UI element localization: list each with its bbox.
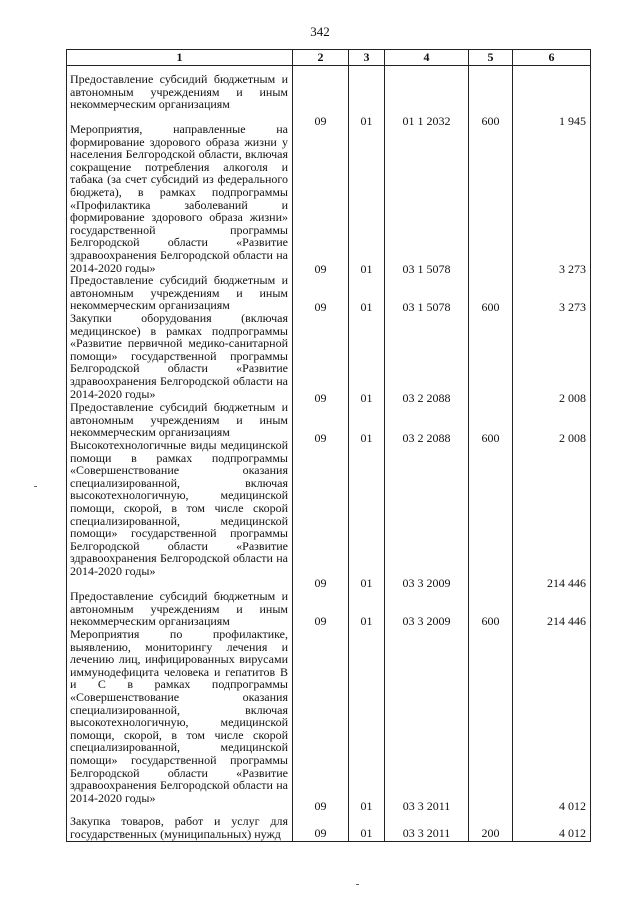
table-body <box>67 66 591 842</box>
row-c4: 03 2 2088 <box>402 431 451 445</box>
row-c3: 01 <box>360 114 373 128</box>
row-c2: 09 <box>314 576 327 590</box>
row-name: Предоставление субсидий бюджетным и автономным учреждениям и иным некоммерческим организациям <box>70 273 288 313</box>
row-c3: 01 <box>360 576 373 590</box>
row-c5: 200 <box>481 826 500 840</box>
row-name: Предоставление субсидий бюджетным и автономным учреждениям и иным некоммерческим организациям <box>70 72 288 112</box>
row-c6: 2 008 <box>559 431 586 445</box>
row-c5: 600 <box>481 614 500 628</box>
row-c5: 600 <box>481 431 500 445</box>
col-3-cell <box>349 66 385 842</box>
row-c6: 3 273 <box>559 262 586 276</box>
table-header-row <box>67 50 591 66</box>
row-c6: 1 945 <box>559 114 586 128</box>
row-c2: 09 <box>314 614 327 628</box>
header-col-5: 5 <box>469 50 513 66</box>
row-c4: 03 3 2009 <box>402 614 451 628</box>
col-5-cell <box>469 66 513 842</box>
row-c2: 09 <box>314 262 327 276</box>
row-name: Предоставление субсидий бюджетным и автономным учреждениям и иным некоммерческим организациям <box>70 400 288 440</box>
row-c2: 09 <box>314 391 327 405</box>
col-6-cell <box>513 66 591 842</box>
row-c2: 09 <box>314 799 327 813</box>
row-name: Закупка товаров, работ и услуг для государственных (муниципальных) нужд <box>70 814 288 841</box>
row-name: Мероприятия по профилактике, выявлению, мониторингу лечения и лечению лиц, инфицированных вирусами иммунодефицита человека и гепатитов В и С в рамках подпрограммы «Совершенствование оказания специализированной, включая высокотехнологичную, медицинской помощи, скорой, в том числе скорой специализированной, медицинской помощи» государственной программы Белгородской области «Развитие здравоохранения Белгородской области на 2014-2020 годы» <box>70 627 288 805</box>
row-c4: 03 3 2009 <box>402 576 451 590</box>
row-name: Высокотехнологичные виды медицинской помощи в рамках подпрограммы «Совершенствование оказания специализированной, включая высокотехнологичную, медицинской помощи, скорой, в том числе скорой специализированной, медицинской помощи» государственной программы Белгородской области «Развитие здравоохранения Белгородской области на 2014-2020 годы» <box>70 438 288 578</box>
row-c3: 01 <box>360 826 373 840</box>
header-col-2: 2 <box>293 50 349 66</box>
col-name-cell <box>67 66 293 842</box>
scan-speck <box>34 486 37 487</box>
row-c6: 4 012 <box>559 799 586 813</box>
budget-table <box>66 49 591 842</box>
row-c3: 01 <box>360 262 373 276</box>
row-c6: 214 446 <box>547 576 586 590</box>
row-c4: 01 1 2032 <box>402 114 451 128</box>
header-col-6: 6 <box>513 50 591 66</box>
scan-speck <box>356 884 359 885</box>
row-c4: 03 1 5078 <box>402 262 451 276</box>
row-c3: 01 <box>360 300 373 314</box>
row-name: Закупки оборудования (включая медицинское) в рамках подпрограммы «Развитие первичной медико-санитарной помощи» государственной программы Белгородской области «Развитие здравоохранения Белгородской области на 2014-2020 годы» <box>70 311 288 401</box>
row-c4: 03 3 2011 <box>402 799 451 813</box>
row-c6: 3 273 <box>559 300 586 314</box>
row-c4: 03 1 5078 <box>402 300 451 314</box>
row-c4: 03 2 2088 <box>402 391 451 405</box>
header-col-3: 3 <box>349 50 385 66</box>
row-c5: 600 <box>481 114 500 128</box>
page-number: 342 <box>310 24 330 39</box>
row-c3: 01 <box>360 431 373 445</box>
row-c4: 03 3 2011 <box>402 826 451 840</box>
row-c6: 214 446 <box>547 614 586 628</box>
row-c3: 01 <box>360 799 373 813</box>
row-c6: 4 012 <box>559 826 586 840</box>
row-c3: 01 <box>360 391 373 405</box>
header-col-4: 4 <box>385 50 469 66</box>
row-c3: 01 <box>360 614 373 628</box>
header-col-1: 1 <box>67 50 293 66</box>
row-c2: 09 <box>314 431 327 445</box>
row-c2: 09 <box>314 114 327 128</box>
row-name: Мероприятия, направленные на формирование здорового образа жизни у населения Белгородской области, включая сокращение потребления алкоголя и табака (за счет субсидий из федерального бюджета), в рамках подпрограммы «Профилактика заболеваний и формирование здорового образа жизни» государственной программы Белгородской области «Развитие здравоохранения Белгородской области на 2014-2020 годы» <box>70 122 288 275</box>
row-c5: 600 <box>481 300 500 314</box>
row-name: Предоставление субсидий бюджетным и автономным учреждениям и иным некоммерческим организациям <box>70 589 288 629</box>
col-4-cell <box>385 66 469 842</box>
col-2-cell <box>293 66 349 842</box>
row-c2: 09 <box>314 300 327 314</box>
row-c2: 09 <box>314 826 327 840</box>
row-c6: 2 008 <box>559 391 586 405</box>
